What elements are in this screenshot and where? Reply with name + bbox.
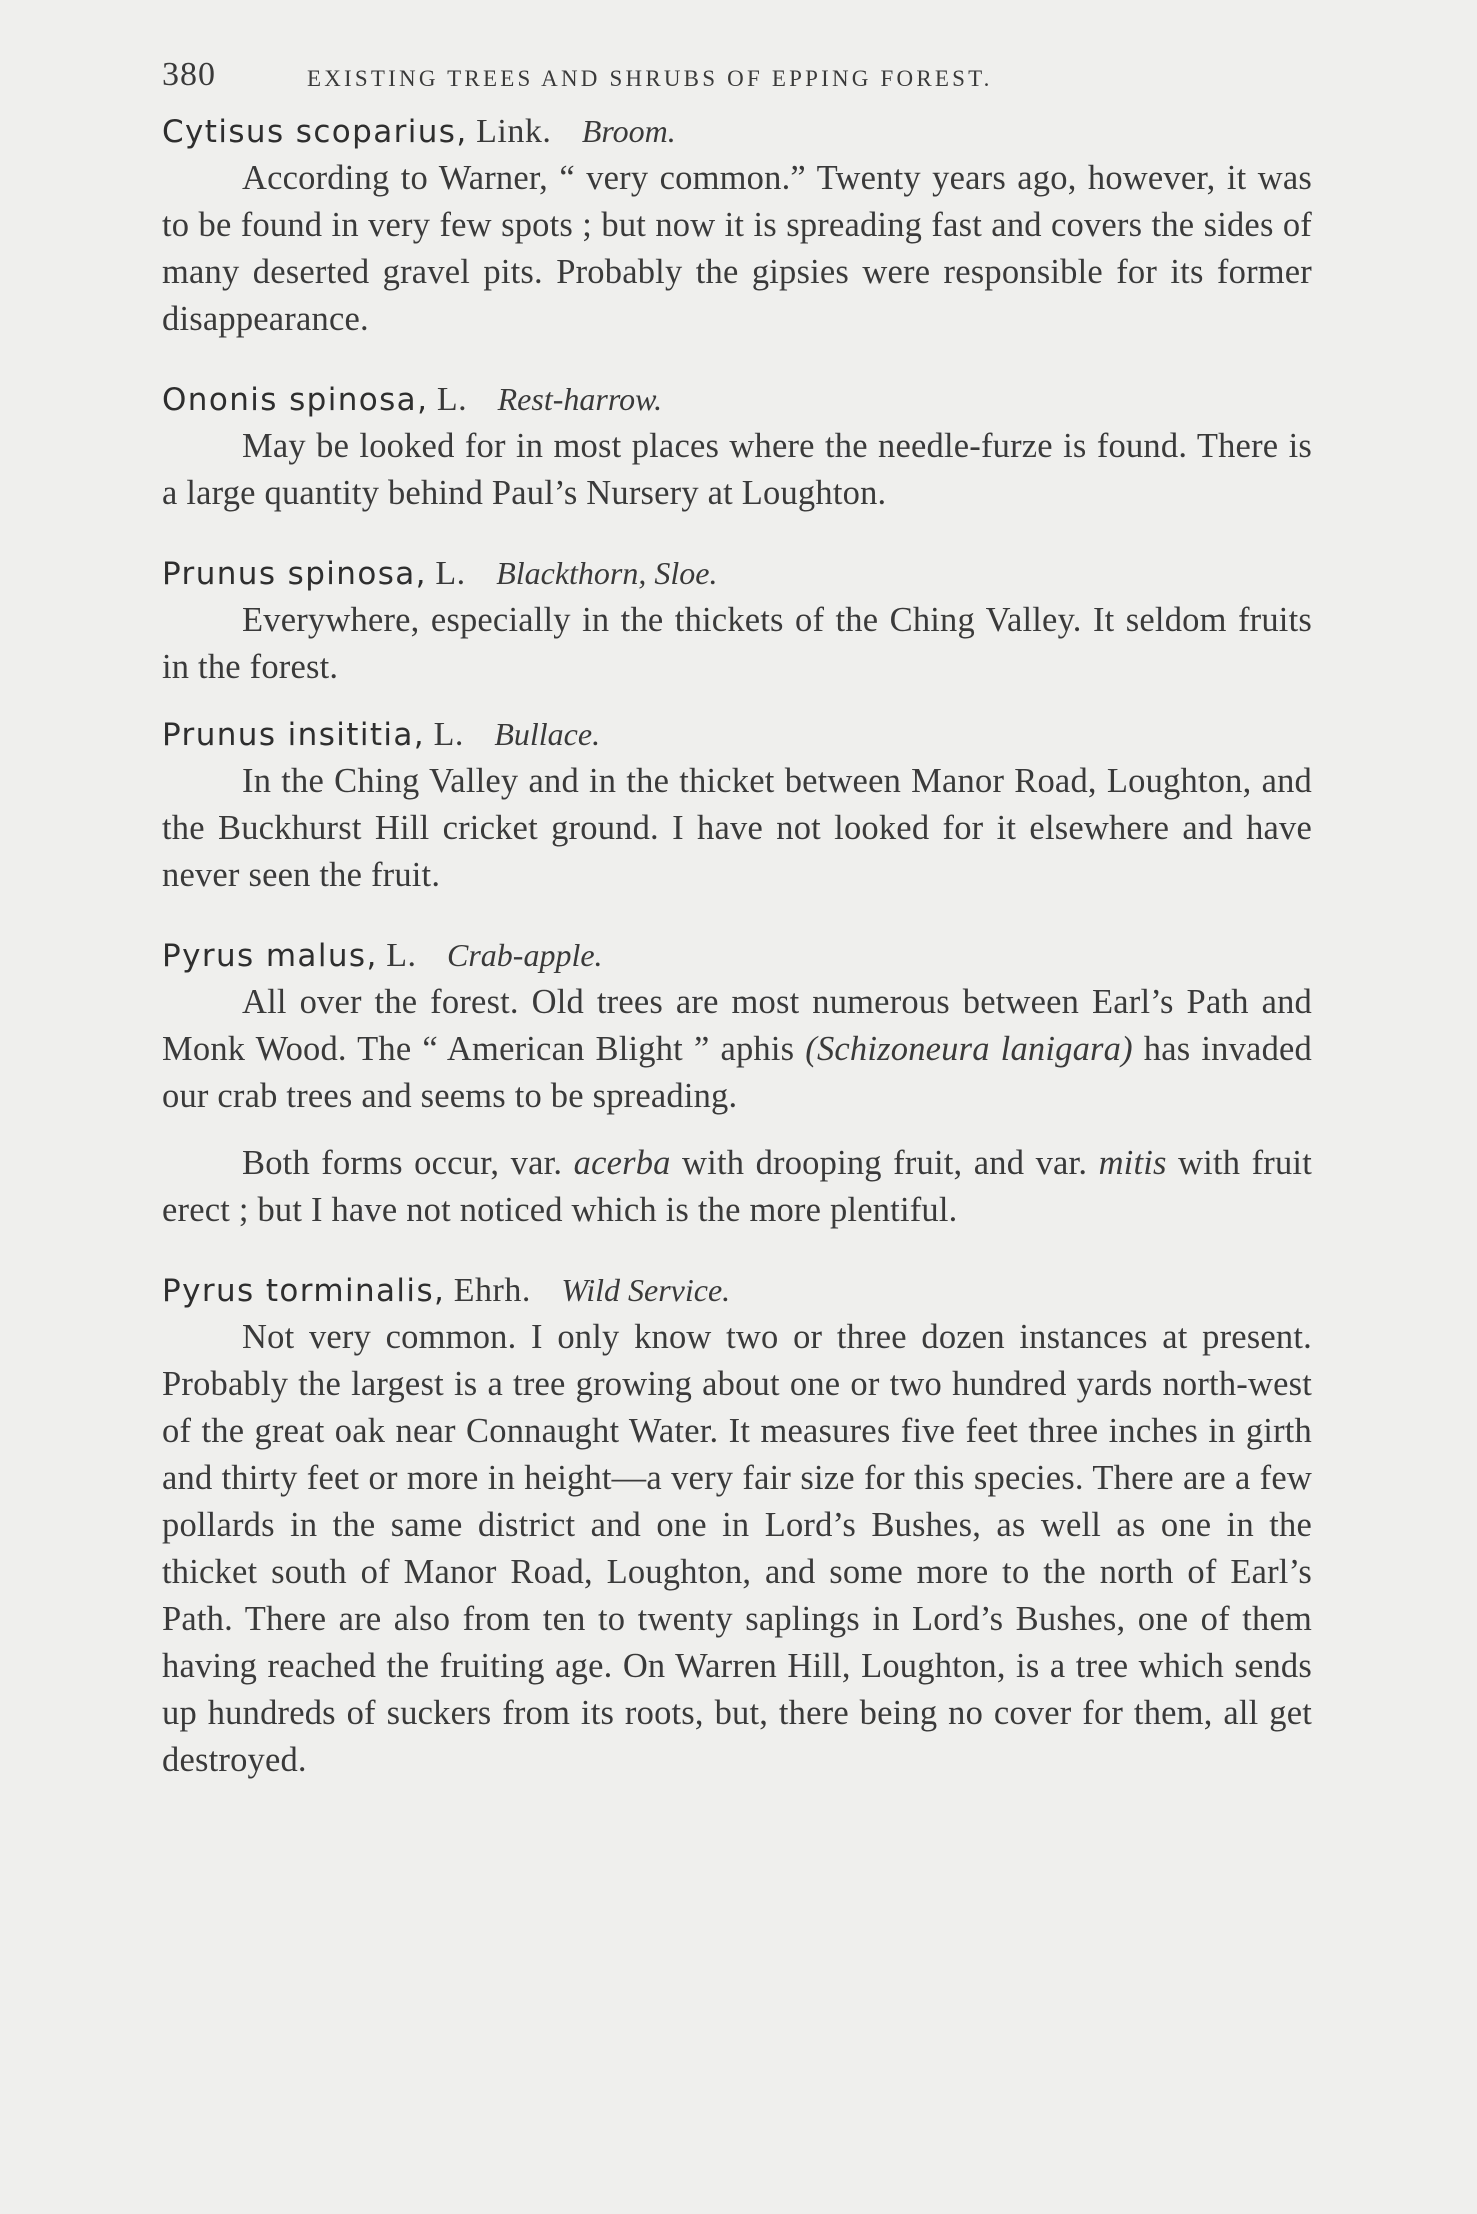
entry-heading [162, 108, 1312, 155]
variety-name-italic: acerba [573, 1144, 671, 1182]
entry-heading [162, 1267, 1312, 1314]
common-name: Crab-apple. [446, 937, 603, 973]
paragraph-text: with drooping fruit, and var. [670, 1144, 1099, 1182]
species-entry [162, 108, 1312, 343]
species-authority: L. [436, 381, 468, 418]
species-name: Prunus insititia, [162, 717, 426, 753]
species-entry [162, 932, 1312, 1234]
species-name: Prunus spinosa, [162, 556, 427, 592]
entry-paragraph: May be looked for in most places where the needle-furze is found. There is a large quantity behind Paul’s Nursery at Loughton. [162, 427, 1312, 512]
species-name: Ononis spinosa, [162, 382, 429, 418]
species-authority: Ehrh. [453, 1272, 531, 1309]
entry-paragraph: Everywhere, especially in the thickets of the Ching Valley. It seldom fruits in the forest. [162, 601, 1312, 686]
entry-heading [162, 711, 1312, 758]
running-head [162, 48, 1312, 108]
entry-paragraph: According to Warner, “ very common.” Twenty years ago, however, it was to be found in very few spots ; but now it is spreading fast and covers the sides of many deserted gravel pits. Probably the gipsies were responsible for its former disappearance. [162, 159, 1312, 338]
species-name: Pyrus torminalis, [162, 1273, 446, 1309]
species-authority: L. [433, 716, 464, 753]
entry-heading [162, 376, 1312, 423]
entry-heading [162, 932, 1312, 979]
running-head-title: EXISTING TREES AND SHRUBS OF EPPING FOREST. [307, 66, 993, 91]
page-number: 380 [162, 56, 216, 93]
scientific-name-italic: (Schizoneura lanigara) [805, 1030, 1133, 1068]
paragraph-text: Both forms occur, var. [242, 1144, 574, 1182]
species-authority: L. [435, 555, 466, 592]
species-authority: Link. [476, 113, 552, 150]
species-entry [162, 550, 1312, 691]
paragraph-text: All over the forest. Old trees are most numerous between Earl’s Path and Monk Wood. The “ American Blight ” aphis [162, 983, 1312, 1068]
species-entry [162, 711, 1312, 899]
species-entry [162, 376, 1312, 517]
common-name: Blackthorn, Sloe. [496, 555, 718, 591]
common-name: Rest-harrow. [497, 381, 663, 417]
species-entry [162, 1267, 1312, 1784]
entry-paragraph: In the Ching Valley and in the thicket between Manor Road, Loughton, and the Buckhurst Hill cricket ground. I have not looked for it elsewhere and have never seen the fruit. [162, 762, 1312, 894]
entry-heading [162, 550, 1312, 597]
species-authority: L. [386, 937, 417, 974]
common-name: Bullace. [494, 716, 601, 752]
book-page [162, 48, 1312, 1784]
paragraph-text: with fruit erect ; but I have not noticed which is the more plentiful. [162, 1144, 1313, 1229]
entry-paragraph: Not very common. I only know two or three dozen instances at present. Probably the largest is a tree growing about one or two hundred yards north-west of the great oak near Connaught Water. It measures five feet three inches in girth and thirty feet or more in height—a very fair size for this species. There are a few pollards in the same district and one in Lord’s Bushes, as well as one in the thicket south of Manor Road, Loughton, and some more to the north of Earl’s Path. There are also from ten to twenty saplings in Lord’s Bushes, one of them having reached the fruiting age. On Warren Hill, Loughton, is a tree which sends up hundreds of suckers from its roots, but, there being no cover for them, all get destroyed. [162, 1318, 1312, 1779]
common-name: Broom. [581, 113, 676, 149]
entry-paragraph [162, 979, 1312, 1120]
species-name: Cytisus scoparius, [162, 114, 468, 150]
common-name: Wild Service. [561, 1272, 731, 1308]
variety-name-italic: mitis [1098, 1144, 1167, 1182]
paragraph-text: has invaded our crab trees and seems to be spreading. [162, 1030, 1312, 1115]
species-name: Pyrus malus, [162, 938, 378, 974]
entry-paragraph [162, 1140, 1312, 1234]
